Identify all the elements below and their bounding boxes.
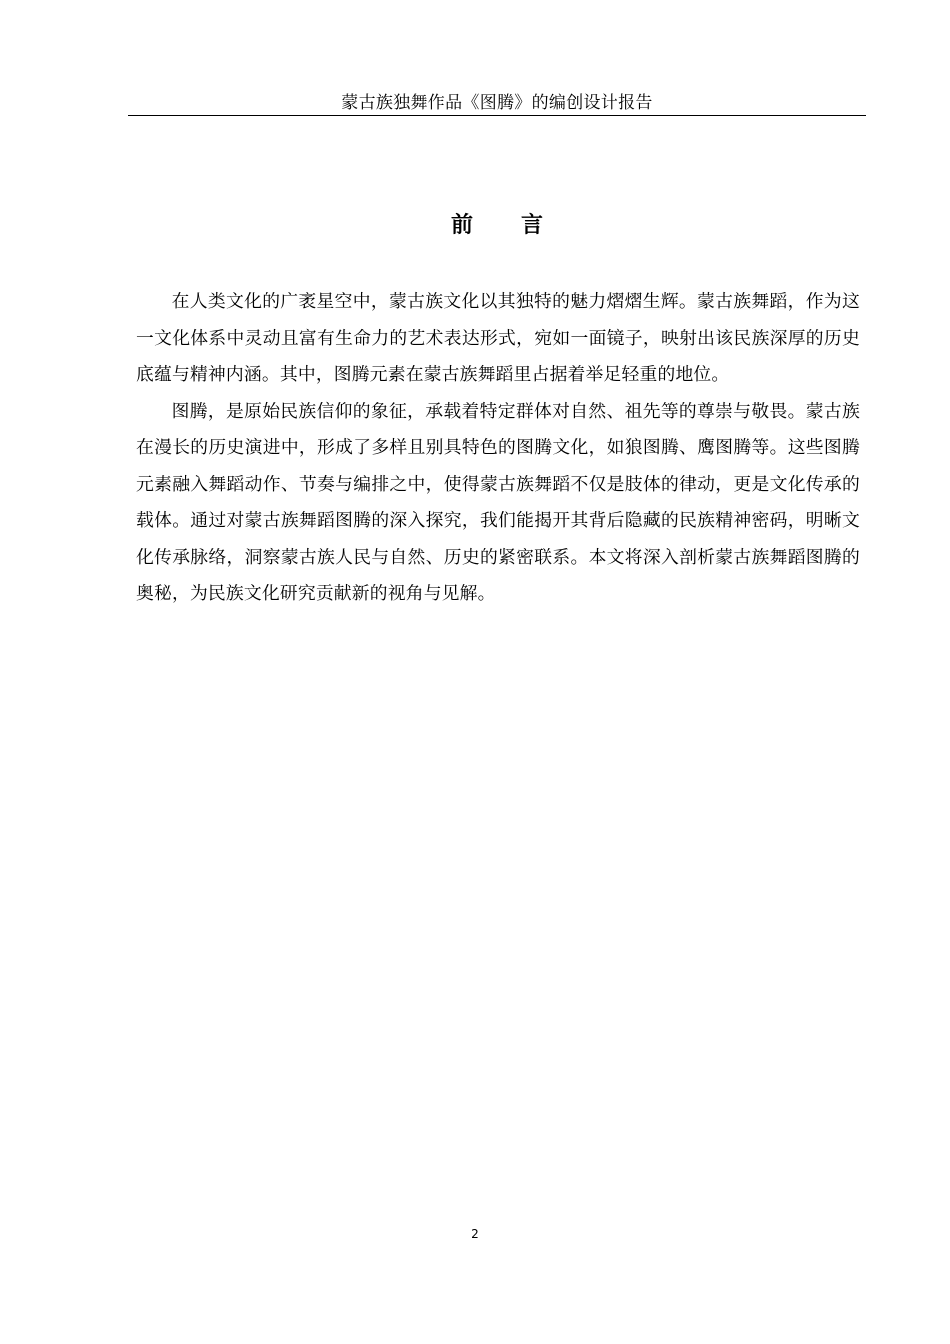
body-text: [136, 284, 860, 613]
paragraph-2: 图腾，是原始民族信仰的象征，承载着特定群体对自然、祖先等的尊崇与敬畏。蒙古族在漫长的历史演进中，形成了多样且别具特色的图腾文化，如狼图腾、鹰图腾等。这些图腾元素融入舞蹈动作、节奏与编排之中，使得蒙古族舞蹈不仅是肢体的律动，更是文化传承的载体。通过对蒙古族舞蹈图腾的深入探究，我们能揭开其背后隐藏的民族精神密码，明晰文化传承脉络，洞察蒙古族人民与自然、历史的紧密联系。本文将深入剖析蒙古族舞蹈图腾的奥秘，为民族文化研究贡献新的视角与见解。: [136, 400, 860, 604]
page-number: 2: [471, 1227, 479, 1241]
running-header: 蒙古族独舞作品《图腾》的编创设计报告: [341, 93, 653, 113]
paragraph-1: 在人类文化的广袤星空中，蒙古族文化以其独特的魅力熠熠生辉。蒙古族舞蹈，作为这一文化体系中灵动且富有生命力的艺术表达形式，宛如一面镜子，映射出该民族深厚的历史底蕴与精神内涵。其中，图腾元素在蒙古族舞蹈里占据着举足轻重的地位。: [136, 291, 860, 385]
header-divider: [128, 115, 866, 116]
section-title: 前言: [450, 212, 591, 238]
